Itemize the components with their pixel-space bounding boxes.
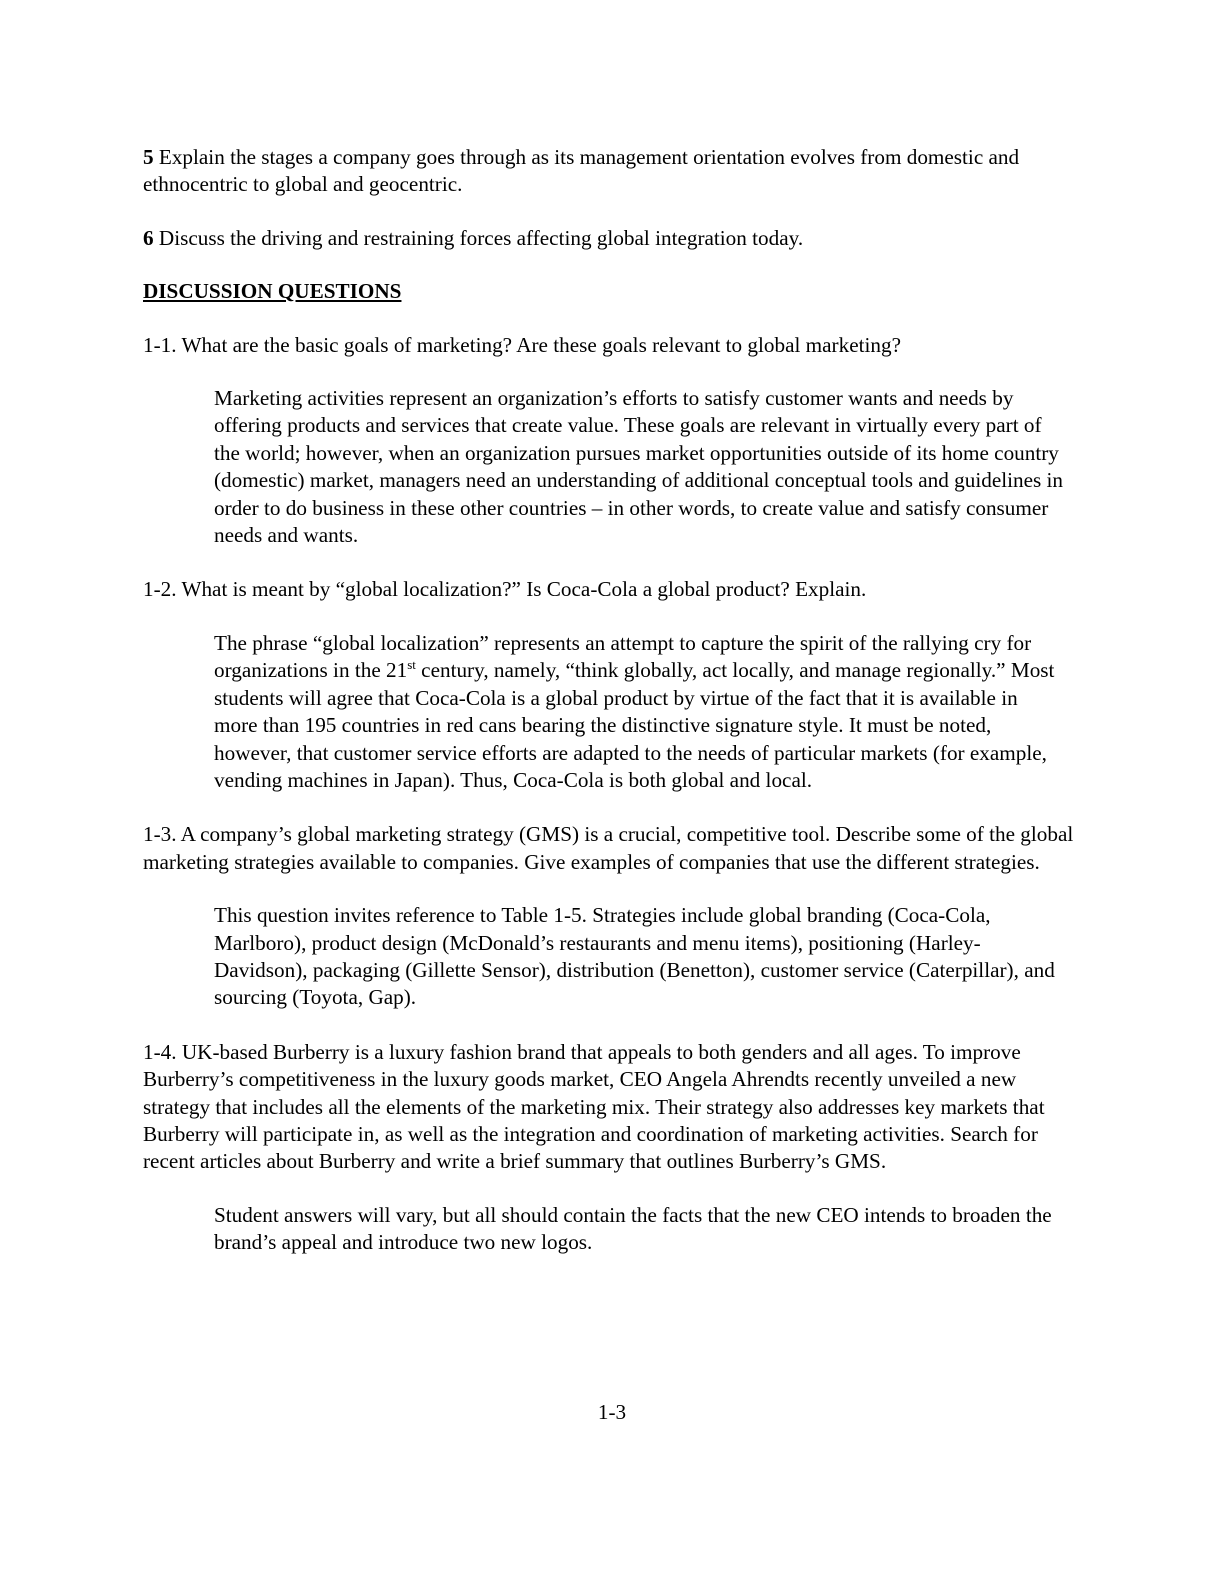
document-body xyxy=(143,144,1083,1284)
page-number: 1-3 xyxy=(597,1400,627,1424)
answer-1-3: This question invites reference to Table 1-5. Strategies include global branding (Coca-Cola, Marlboro), product design (McDonald’s restaurants and menu items), positioning (Harley-Davidson), packaging (Gillette Sensor), distribution (Benetton), customer service (Caterpillar), and sourcing (Toyota, Gap). xyxy=(214,903,1055,1010)
objective-text: Explain the stages a company goes through as its management orientation evolves from domestic and ethnocentric to global and geocentric. xyxy=(143,145,1020,197)
learning-objective-6 xyxy=(143,225,1083,252)
question-1-2: 1-2. What is meant by “global localization?” Is Coca-Cola a global product? Explain. xyxy=(143,577,867,602)
answer-1-4: Student answers will vary, but all should contain the facts that the new CEO intends to broaden the brand’s appeal and introduce two new logos. xyxy=(214,1202,1052,1255)
section-heading: DISCUSSION QUESTIONS xyxy=(143,279,402,304)
answer-1-2 xyxy=(214,630,1064,794)
objective-number: 6 xyxy=(143,225,154,250)
answer-1-1: Marketing activities represent an organization’s efforts to satisfy customer wants and needs by offering products and services that create value. These goals are relevant in virtually every part of the world; however, when an organization pursues market opportunities outside of its home country (domestic) market, managers need an understanding of additional conceptual tools and guidelines in order to do business in these other countries – in other words, to create value and satisfy consumer needs and wants. xyxy=(214,386,1064,548)
learning-objective-5 xyxy=(143,144,1083,199)
question-1-1: 1-1. What are the basic goals of marketing? Are these goals relevant to global marketing? xyxy=(143,332,901,357)
answer-text: The phrase “global localization” represents an attempt to capture the spirit of the rallying cry for organizations in the 21 xyxy=(214,630,1032,683)
answer-text: century, namely, “think globally, act locally, and manage regionally.” Most students will agree that Coca-Cola is a global product by virtue of the fact that it is available in more than 195 countries in red cans bearing the distinctive signature style. It must be noted, however, that customer service efforts are adapted to the needs of particular markets (for example, vending machines in Japan). Thus, Coca-Cola is both global and local. xyxy=(214,658,1055,792)
objective-text: Discuss the driving and restraining forces affecting global integration today. xyxy=(153,225,804,250)
question-1-4: 1-4. UK-based Burberry is a luxury fashion brand that appeals to both genders and all ages. To improve Burberry’s competitiveness in the luxury goods market, CEO Angela Ahrendts recently unveiled a new strategy that includes all the elements of the marketing mix. Their strategy also addresses key markets that Burberry will participate in, as well as the integration and coordination of marketing activities. Search for recent articles about Burberry and write a brief summary that outlines Burberry’s GMS. xyxy=(143,1039,1045,1174)
objective-number: 5 xyxy=(143,145,154,169)
superscript: st xyxy=(407,657,416,673)
question-1-3: 1-3. A company’s global marketing strategy (GMS) is a crucial, competitive tool. Describe some of the global marketing strategies available to companies. Give examples of companies that use the different strategies. xyxy=(143,822,1074,874)
